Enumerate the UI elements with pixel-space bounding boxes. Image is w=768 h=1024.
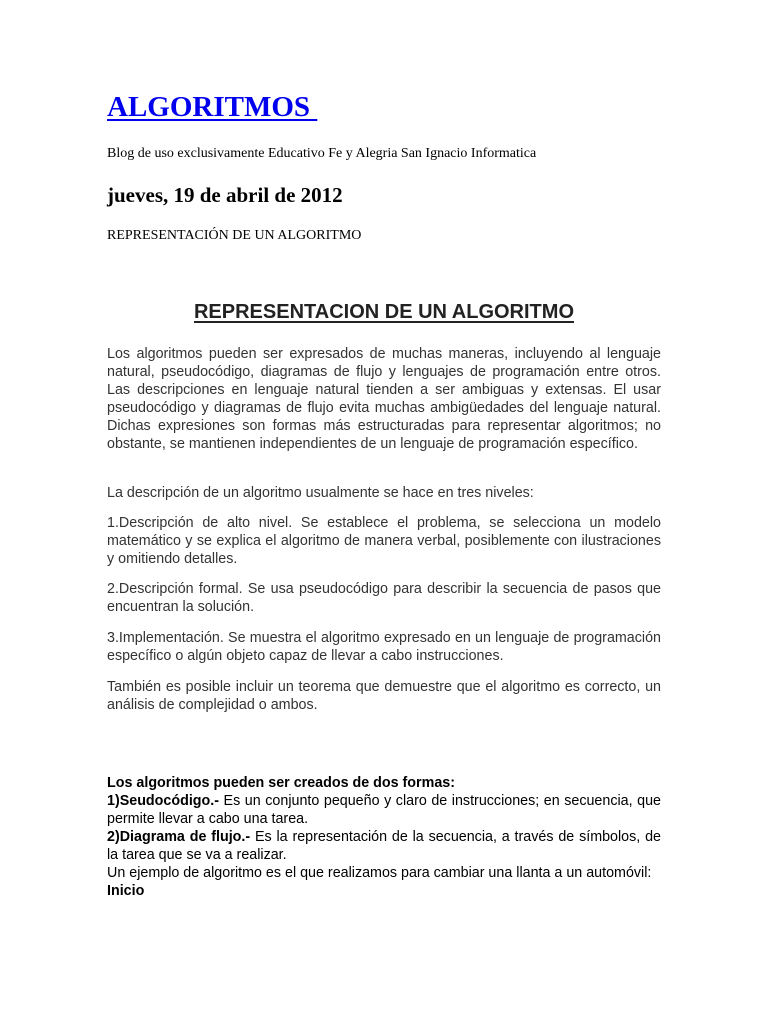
paragraph-level-2: 2.Descripción formal. Se usa pseudocódigo para describir la secuencia de pasos que encuentran la solución. <box>107 581 661 615</box>
form-item-flowchart-text: Es la representación de la secuencia, a través de símbolos, de la tarea que se va a realizar. <box>107 829 661 863</box>
paragraph-level-3: 3.Implementación. Se muestra el algoritmo expresado en un lenguaje de programación específico o algún objeto capaz de llevar a cabo instrucciones. <box>107 630 661 664</box>
post-title: REPRESENTACIÓN DE UN ALGORITMO <box>107 228 362 243</box>
blog-description: Blog de uso exclusivamente Educativo Fe y Alegria San Ignacio Informatica <box>107 146 537 161</box>
form-item-pseudocode <box>107 792 661 828</box>
paragraph-intro: Los algoritmos pueden ser expresados de muchas maneras, incluyendo al lenguaje natural, pseudocódigo, diagramas de flujo y lenguajes de programación entre otros. Las descripciones en lenguaje natural tienden a ser ambiguas y extensas. El usar pseudocódigo y diagramas de flujo evita muchas ambigüedades del lenguaje natural. Dichas expresiones son formas más estructuradas para representar algoritmos; no obstante, se mantienen independientes de un lenguaje de programación específico. <box>107 346 661 452</box>
blog-title-link[interactable]: ALGORITMOS <box>107 91 318 123</box>
paragraph-levels: La descripción de un algoritmo usualmente se hace en tres niveles: <box>107 485 534 501</box>
example-text: Un ejemplo de algoritmo es el que realizamos para cambiar una llanta a un automóvil: <box>107 865 652 881</box>
post-date: jueves, 19 de abril de 2012 <box>107 183 343 207</box>
form-item-flowchart <box>107 828 661 864</box>
article-heading: REPRESENTACION DE UN ALGORITMO <box>193 301 574 323</box>
form-item-pseudocode-label: 1)Seudocódigo.- <box>107 793 219 809</box>
algorithm-forms-section <box>107 774 661 900</box>
paragraph-theorem: También es posible incluir un teorema que demuestre que el algoritmo es correcto, un análisis de complejidad o ambos. <box>107 679 661 713</box>
form-item-flowchart-label: 2)Diagrama de flujo.- <box>107 829 251 845</box>
forms-intro: Los algoritmos pueden ser creados de dos formas: <box>107 775 455 791</box>
form-item-pseudocode-text: Es un conjunto pequeño y claro de instrucciones; en secuencia, que permite llevar a cabo una tarea. <box>107 793 661 827</box>
start-label: Inicio <box>107 883 145 899</box>
paragraph-level-1: 1.Descripción de alto nivel. Se establece el problema, se selecciona un modelo matemático y se explica el algoritmo de manera verbal, posiblemente con ilustraciones y omitiendo detalles. <box>107 515 661 567</box>
